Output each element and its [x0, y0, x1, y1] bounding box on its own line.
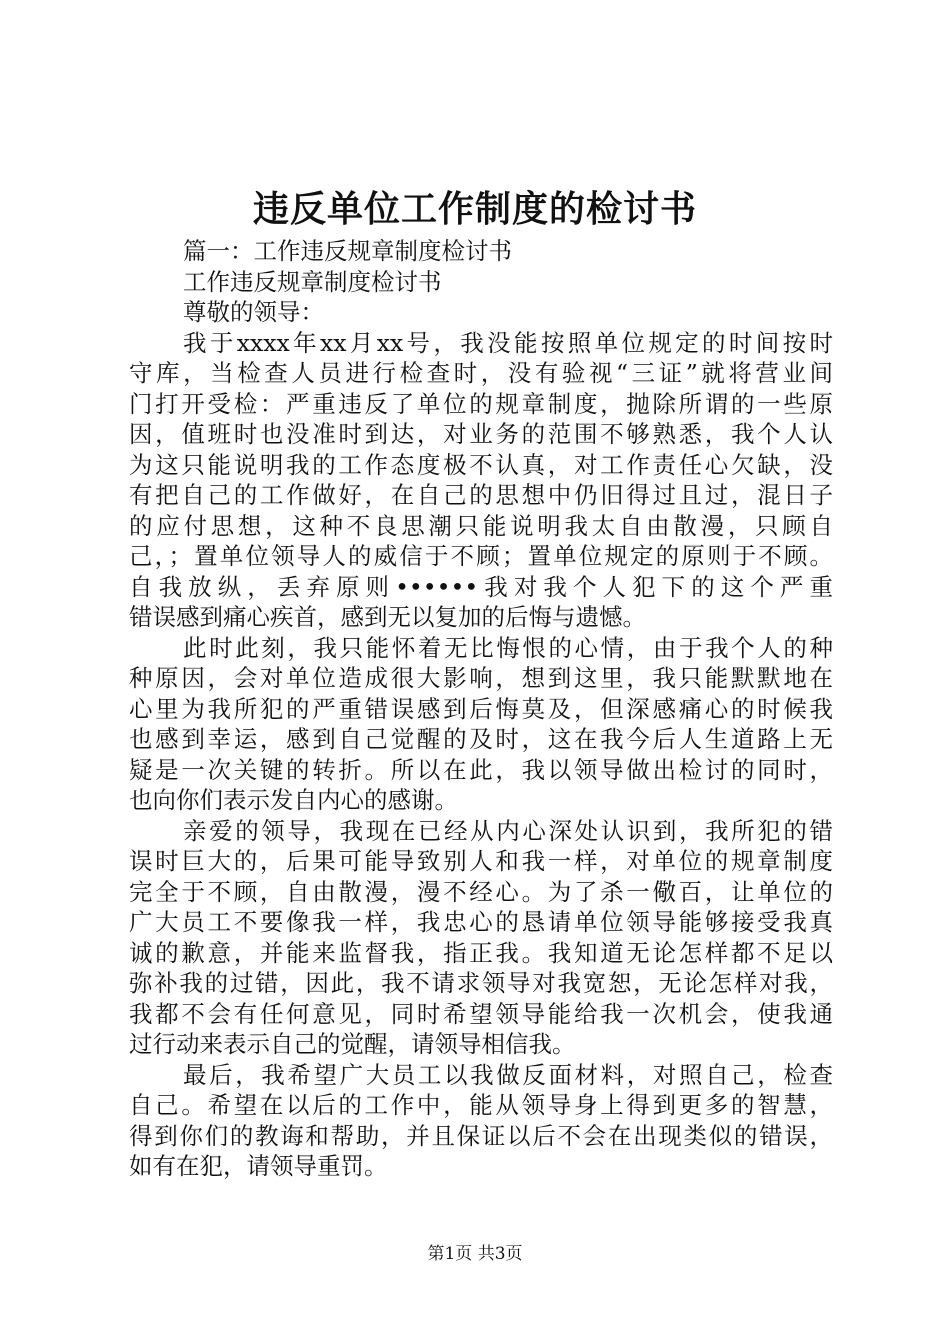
paragraph-line: 误时巨大的，后果可能导致别人和我一样，对单位的规章制度	[129, 847, 833, 875]
paragraph-line: 最后，我希望广大员工以我做反面材料，对照自己，检查	[183, 1060, 833, 1089]
paragraph-line: 如有在犯，请领导重罚。	[129, 1152, 388, 1180]
paragraph-line: 心里为我所犯的严重错误感到后悔莫及，但深感痛心的时候我	[129, 694, 833, 723]
paragraph-line: 因，值班时也没准时到达，对业务的范围不够熟悉，我个人认	[129, 420, 833, 448]
paragraph-line: 自己。希望在以后的工作中，能从领导身上得到更多的智慧，	[129, 1091, 833, 1119]
document-title: 违反单位工作制度的检讨书	[252, 188, 697, 230]
page-number: 第1页 共3页	[427, 1244, 523, 1264]
paragraph-line: 得到你们的教诲和帮助，并且保证以后不会在出现类似的错误，	[129, 1121, 833, 1150]
paragraph-line: 我都不会有任何意见，同时希望领导能给我一次机会，使我通	[129, 999, 833, 1028]
paragraph-line: 也感到幸运，感到自己觉醒的及时，这在我今后人生道路上无	[129, 725, 833, 753]
paragraph-line: 诚的歉意，并能来监督我，指正我。我知道无论怎样都不足以	[129, 938, 833, 967]
letter-subtitle: 工作违反规章制度检讨书	[183, 267, 442, 296]
paragraph-line: 己，；置单位领导人的威信于不顾；置单位规定的原则于不顾。	[129, 542, 833, 570]
paragraph-line: 门打开受检：严重违反了单位的规章制度，抛除所谓的一些原	[129, 389, 833, 418]
salutation: 尊敬的领导：	[183, 298, 324, 326]
paragraph-line: 广大员工不要像我一样，我忠心的恳请单位领导能够接受我真	[129, 908, 833, 936]
paragraph-line: 自我放纵，丢弃原则••••••我对我个人犯下的这个严重	[129, 572, 833, 601]
paragraph-line: 此时此刻，我只能怀着无比悔恨的心情，由于我个人的种	[183, 633, 833, 662]
paragraph-line: 错误感到痛心疾首，感到无以复加的后悔与遗憾。	[129, 603, 646, 631]
paragraph-line: 守库，当检查人员进行检查时，没有验视“三证”就将营业间	[129, 359, 833, 387]
paragraph-line: 的应付思想，这种不良思潮只能说明我太自由散漫，只顾自	[129, 511, 833, 540]
paragraph-line: 疑是一次关键的转折。所以在此，我以领导做出检讨的同时，	[129, 755, 833, 784]
paragraph-line: 亲爱的领导，我现在已经从内心深处认识到，我所犯的错	[183, 816, 833, 845]
section-heading: 篇一：工作违反规章制度检讨书	[183, 237, 512, 265]
paragraph-line: 我于xxxx年xx月xx号，我没能按照单位规定的时间按时	[183, 328, 833, 357]
paragraph-line: 也向你们表示发自内心的感谢。	[129, 786, 458, 814]
paragraph-line: 过行动来表示自己的觉醒，请领导相信我。	[129, 1030, 576, 1058]
paragraph-line: 种原因，会对单位造成很大影响，想到这里，我只能默默地在	[129, 664, 833, 692]
paragraph-line: 为这只能说明我的工作态度极不认真，对工作责任心欠缺，没	[129, 450, 833, 479]
paragraph-line: 有把自己的工作做好，在自己的思想中仍旧得过且过，混日子	[129, 481, 833, 509]
paragraph-line: 弥补我的过错，因此，我不请求领导对我宽恕，无论怎样对我，	[129, 969, 833, 997]
document-body	[129, 236, 833, 1182]
paragraph-line: 完全于不顾，自由散漫，漫不经心。为了杀一儆百，让单位的	[129, 877, 833, 906]
